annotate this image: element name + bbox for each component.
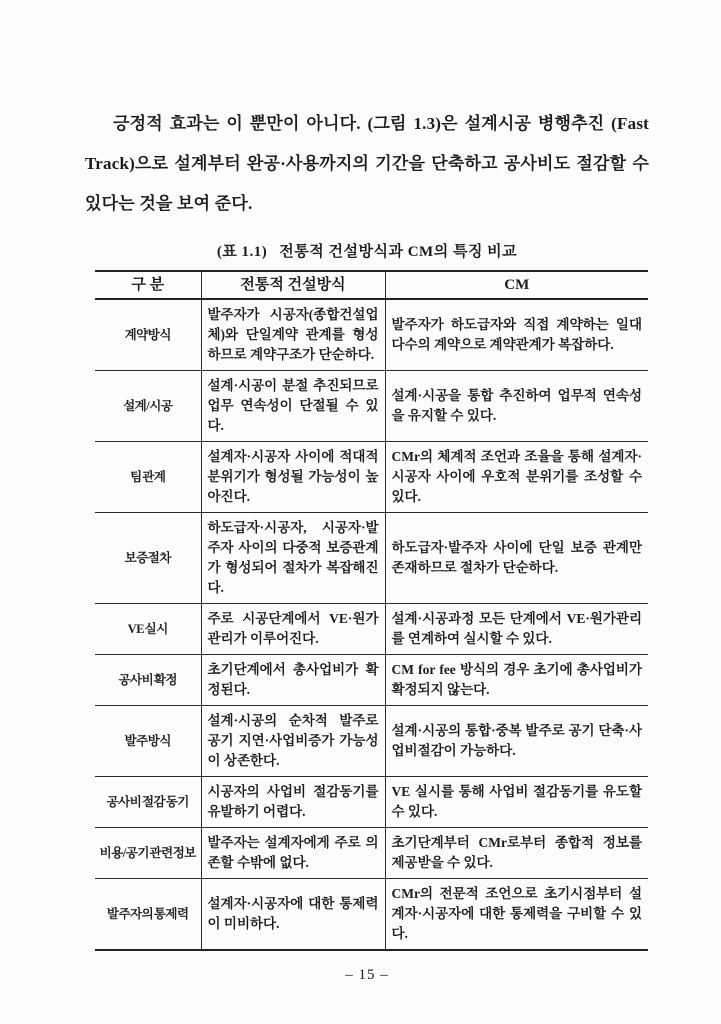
page-number: – 15 – (345, 967, 389, 983)
table-row (95, 706, 648, 777)
table-caption-text: 전통적 건설방식과 CM의 특징 비교 (279, 244, 518, 260)
table-caption (85, 240, 649, 261)
row-category: 공사비 절감 동기 (95, 777, 201, 828)
table-row (95, 299, 648, 371)
col-header-traditional: 전통적 건설방식 (201, 271, 385, 299)
row-cm: 하도급자·발주자 사이에 단일 보증 관계만 존재하므로 절차가 단순하다. (385, 513, 648, 604)
col-header-cm: CM (385, 271, 648, 299)
row-traditional: 발주자가 시공자(종합건설업체)와 단일계약 관계를 형성하므로 계약구조가 단순하다. (201, 299, 385, 371)
row-traditional: 발주자는 설계자에게 주로 의존할 수밖에 없다. (201, 828, 385, 879)
row-category: 팀 관계 (95, 442, 201, 513)
table-row (95, 828, 648, 879)
row-traditional: 초기단계에서 총사업비가 확정된다. (201, 655, 385, 706)
row-category: 비용/공기 관련정보 (95, 828, 201, 879)
row-traditional: 설계자·시공자에 대한 통제력이 미비하다. (201, 879, 385, 951)
row-cm: CMr의 체계적 조언과 조율을 통해 설계자·시공자 사이에 우호적 분위기를 조성할 수 있다. (385, 442, 648, 513)
row-cm: 설계·시공을 통합 추진하여 업무적 연속성을 유지할 수 있다. (385, 371, 648, 442)
table-row (95, 604, 648, 655)
row-category: VE 실시 (95, 604, 201, 655)
row-cm: CM for fee 방식의 경우 초기에 총사업비가 확정되지 않는다. (385, 655, 648, 706)
table-row (95, 777, 648, 828)
row-category: 보증절차 (95, 513, 201, 604)
row-traditional: 주로 시공단계에서 VE·원가관리가 이루어진다. (201, 604, 385, 655)
table-row (95, 513, 648, 604)
table-row (95, 655, 648, 706)
row-cm: 초기단계부터 CMr로부터 종합적 정보를 제공받을 수 있다. (385, 828, 648, 879)
row-traditional: 하도급자·시공자, 시공자·발주자 사이의 다중적 보증관계가 형성되어 절차가 복잡해진다. (201, 513, 385, 604)
table-row (95, 442, 648, 513)
row-category: 발주자의 통제력 (95, 879, 201, 951)
row-category: 공사비 확정 (95, 655, 201, 706)
table-label: (표 1.1) (216, 244, 268, 260)
row-traditional: 설계·시공이 분절 추진되므로 업무 연속성이 단절될 수 있다. (201, 371, 385, 442)
row-cm: 설계·시공의 통합·중복 발주로 공기 단축·사업비절감이 가능하다. (385, 706, 648, 777)
table-header-row (95, 271, 648, 299)
comparison-table (95, 270, 648, 951)
row-cm: 설계·시공과정 모든 단계에서 VE·원가관리를 연계하여 실시할 수 있다. (385, 604, 648, 655)
row-cm: VE 실시를 통해 사업비 절감동기를 유도할 수 있다. (385, 777, 648, 828)
intro-paragraph: 긍정적 효과는 이 뿐만이 아니다. (그림 1.3)은 설계시공 병행추진 (Fast Track)으로 설계부터 완공·사용까지의 기간을 단축하고 공사비도 절감할 수 있다는 것을 보여 준다. (85, 114, 649, 213)
row-cm: 발주자가 하도급자와 직접 계약하는 일대 다수의 계약으로 계약관계가 복잡하다. (385, 299, 648, 371)
row-traditional: 시공자의 사업비 절감동기를 유발하기 어렵다. (201, 777, 385, 828)
col-header-category: 구 분 (95, 271, 201, 299)
row-category: 설계/시공 (95, 371, 201, 442)
row-traditional: 설계·시공의 순차적 발주로 공기 지연·사업비증가 가능성이 상존한다. (201, 706, 385, 777)
row-category: 계약방식 (95, 299, 201, 371)
table-row (95, 371, 648, 442)
row-cm: CMr의 전문적 조언으로 초기시점부터 설계자·시공자에 대한 통제력을 구비할 수 있다. (385, 879, 648, 951)
row-category: 발주방식 (95, 706, 201, 777)
row-traditional: 설계자·시공자 사이에 적대적 분위기가 형성될 가능성이 높아진다. (201, 442, 385, 513)
table-row (95, 879, 648, 951)
